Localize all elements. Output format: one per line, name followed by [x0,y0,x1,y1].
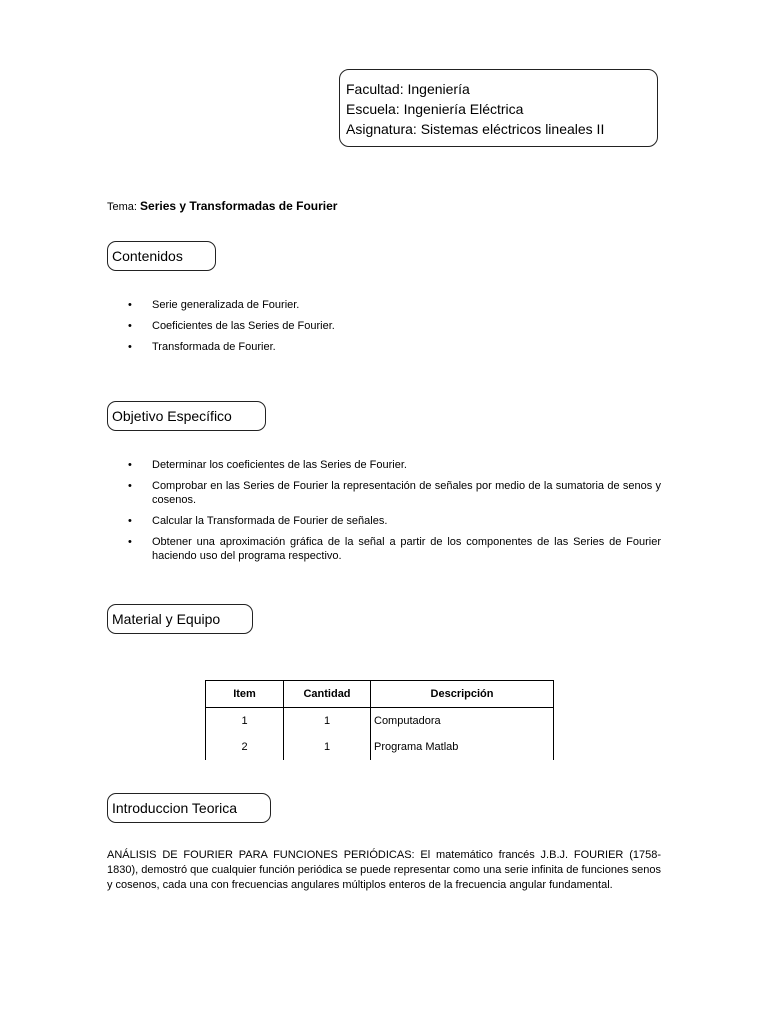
bullet-icon: • [128,341,132,353]
asignatura-line: Asignatura: Sistemas eléctricos lineales II [346,121,605,137]
bullet-icon: • [128,536,132,548]
col-header-item: Item [206,681,284,708]
bullet-icon: • [128,320,132,332]
table-cell: 1 [206,708,284,735]
course-header-box [339,69,658,147]
bullet-icon: • [128,459,132,471]
objetivo-list [128,458,661,570]
table-header-row [206,681,554,708]
contenidos-list [128,298,661,361]
bullet-icon: • [128,515,132,527]
list-item [128,319,661,333]
list-item-text: Transformada de Fourier. [152,341,276,353]
bullet-icon: • [128,299,132,311]
list-item [128,298,661,312]
bullet-icon: • [128,480,132,492]
list-item [128,458,661,472]
introduccion-paragraph: ANÁLISIS DE FOURIER PARA FUNCIONES PERIÓDICAS: El matemático francés J.B.J. FOURIER (1758-1830), demostró que cualquier función periódica se puede representar como una serie infinita de funciones senos y cosenos, cada una con frecuencias angulares múltiplos enteros de la frecuencia angular fundamental. [107,849,662,891]
list-item [128,514,661,528]
section-introduccion: Introduccion Teorica [107,793,271,823]
list-item-text: Serie generalizada de Fourier. [152,299,300,311]
escuela-line: Escuela: Ingeniería Eléctrica [346,101,524,117]
table-cell: 1 [284,708,371,735]
tema-title: Series y Transformadas de Fourier [140,199,338,213]
list-item-text: Calcular la Transformada de Fourier de señales. [152,515,388,527]
table-cell: 1 [284,734,371,760]
equipment-table [205,680,554,760]
list-item-text: Coeficientes de las Series de Fourier. [152,320,335,332]
section-contenidos: Contenidos [107,241,216,271]
table-cell: Computadora [371,708,554,735]
facultad-line: Facultad: Ingeniería [346,81,470,97]
tema-label: Tema: [107,201,137,213]
tema-line [107,199,337,213]
list-item [128,340,661,354]
section-material: Material y Equipo [107,604,253,634]
list-item [128,479,661,507]
table-row [206,708,554,735]
table-cell: Programa Matlab [371,734,554,760]
col-header-cantidad: Cantidad [284,681,371,708]
table-row [206,734,554,760]
list-item-text: Comprobar en las Series de Fourier la representación de señales por medio de la sumatoria de senos y cosenos. [152,480,661,506]
section-objetivo: Objetivo Específico [107,401,266,431]
table-cell: 2 [206,734,284,760]
list-item-text: Obtener una aproximación gráfica de la señal a partir de los componentes de las Series de Fourier haciendo uso del programa respectivo. [152,536,661,562]
col-header-descripcion: Descripción [371,681,554,708]
list-item [128,535,661,563]
list-item-text: Determinar los coeficientes de las Series de Fourier. [152,459,407,471]
